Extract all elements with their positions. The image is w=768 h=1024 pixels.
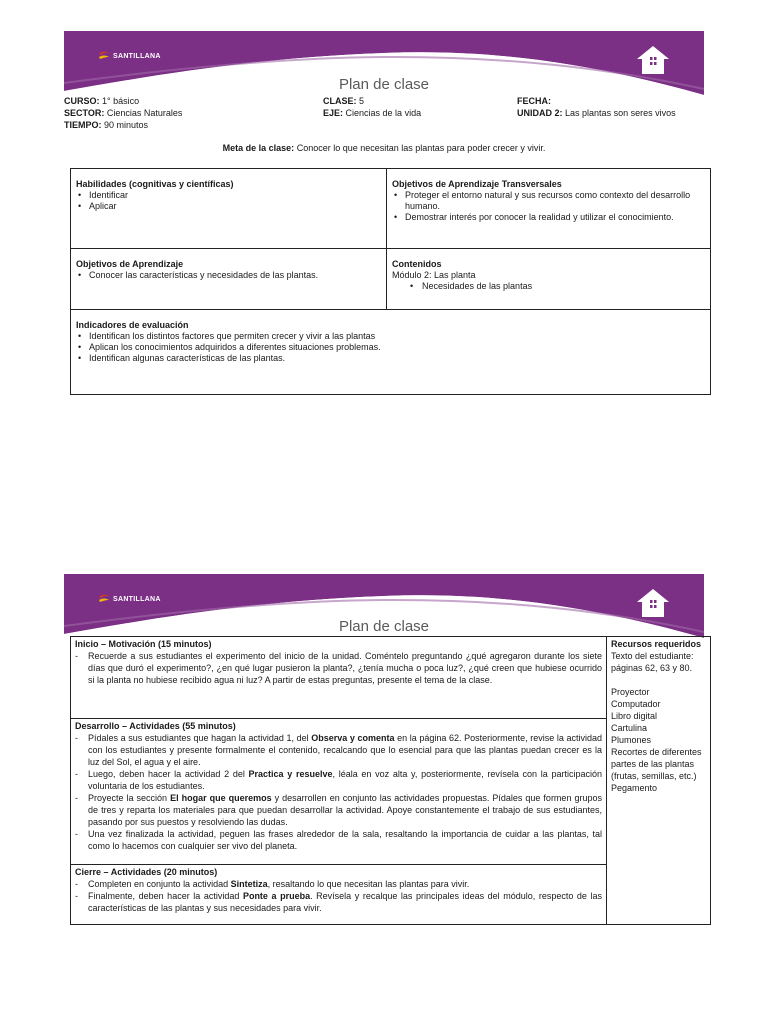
oa-list: [76, 270, 381, 281]
list-item: • Identifican algunas características de las plantas.: [76, 353, 705, 364]
list-item: - Proyecte la sección El hogar que queremos y desarrollen en conjunto las actividades propuestas. Pídales que formen grupos de tres y reparta los materiales para que puedan desarrollar la actividad. Apoye constantemente el trabajo de sus estudiantes, pasando por sus puestos y resolviendo las dudas.: [75, 792, 602, 828]
cierre-title: Cierre – Actividades (20 minutos): [75, 867, 218, 877]
list-item: - Finalmente, deben hacer la actividad Ponte a prueba. Revísela y recalque las principales ideas del módulo, respecto de las características de las plantas y sus necesidades para vivir.: [75, 890, 602, 914]
curso-value: 1° básico: [102, 96, 140, 106]
curso-label: CURSO:: [64, 96, 100, 106]
fecha-label: FECHA:: [517, 96, 551, 106]
list-item: • Proteger el entorno natural y sus recursos como contexto del desarrollo humano.: [392, 190, 705, 212]
page-title: Plan de clase: [338, 618, 430, 635]
sector-label: SECTOR:: [64, 108, 105, 118]
list-item: • Necesidades de las plantas: [392, 281, 705, 292]
cierre-list: [75, 878, 602, 914]
oa-cell: [71, 249, 387, 310]
oa-title: Objetivos de Aprendizaje: [76, 259, 184, 269]
list-item: Recortes de diferentes partes de las plantas (frutas, semillas, etc.): [611, 747, 702, 781]
logo-text: SANTILLANA: [113, 52, 161, 60]
recursos-texto: Texto del estudiante: páginas 62, 63 y 80.: [611, 651, 694, 673]
clase-value: 5: [359, 96, 365, 106]
ponte-a-prueba: Ponte a prueba: [242, 891, 311, 901]
contenidos-list: [392, 281, 705, 292]
inicio-cell: [71, 637, 607, 719]
meta-label: Meta de la clase:: [222, 143, 295, 153]
santillana-swoosh-icon: [98, 594, 110, 604]
unidad-label: UNIDAD 2:: [517, 108, 563, 118]
meta-col-2: [323, 95, 421, 119]
indicadores-cell: [71, 310, 711, 395]
list-item: Libro digital: [611, 711, 658, 721]
indicadores-title: Indicadores de evaluación: [76, 320, 189, 330]
list-item: Cartulina: [611, 723, 648, 733]
inicio-list: [75, 650, 602, 686]
list-item: - Luego, deben hacer la actividad 2 del Practica y resuelve, léala en voz alta y, posteriormente, revísela con la participación voluntaria de los estudiantes.: [75, 768, 602, 792]
inicio-title: Inicio – Motivación (15 minutos): [75, 639, 212, 649]
eje-value: Ciencias de la vida: [345, 108, 422, 118]
list-item: • Identificar: [76, 190, 381, 201]
oat-list: [392, 190, 705, 223]
oat-title: Objetivos de Aprendizaje Transversales: [392, 179, 562, 189]
sintetiza: Sintetiza: [230, 879, 268, 889]
habilidades-cell: [71, 169, 387, 249]
indicadores-list: [76, 331, 705, 364]
list-item: - Una vez finalizada la actividad, peguen las frases alrededor de la sala, resaltando la importancia de cuidar a las plantas, tal como lo hacemos con cualquier ser vivo del planeta.: [75, 828, 602, 852]
desarrollo-list: [75, 732, 602, 852]
list-item: Pegamento: [611, 783, 658, 793]
santillana-logo: [98, 594, 161, 604]
contenidos-title: Contenidos: [392, 259, 442, 269]
santillana-logo: [98, 51, 161, 61]
house-icon: [636, 45, 670, 75]
list-item: • Conocer las características y necesidades de las plantas.: [76, 270, 381, 281]
house-icon: [636, 588, 670, 618]
unidad-value: Las plantas son seres vivos: [565, 108, 676, 118]
observa-y-comenta: Observa y comenta: [311, 733, 395, 743]
meta-col-3: [517, 95, 676, 119]
recursos-cell: [607, 637, 711, 925]
logo-text: SANTILLANA: [113, 595, 161, 603]
recursos-title: Recursos requeridos: [611, 639, 702, 649]
desarrollo-cell: [71, 719, 607, 865]
oat-cell: [387, 169, 711, 249]
list-item: - Recuerde a sus estudiantes el experimento del inicio de la unidad. Coméntelo preguntando ¿qué agregaron durante los siete días que duró el experimento?, ¿en qué lugar pusieron la planta?, ¿tenía mucha o poca luz?, ¿qué creen que hubiese ocurrido si la planta no hubiese recibido agua ni luz? A partir de estas preguntas, presente el tema de la clase.: [75, 650, 602, 686]
list-item: Computador: [611, 699, 661, 709]
habilidades-title: Habilidades (cognitivas y científicas): [76, 179, 234, 189]
contenidos-modulo: Módulo 2: Las planta: [392, 270, 476, 280]
sector-value: Ciencias Naturales: [106, 108, 183, 118]
list-item: Proyector: [611, 687, 650, 697]
eje-label: EJE:: [323, 108, 344, 118]
el-hogar-que-queremos: El hogar que queremos: [170, 793, 272, 803]
list-item: - Pídales a sus estudiantes que hagan la actividad 1, del Observa y comenta en la página 62. Posteriormente, revise la actividad con los estudiantes y presente formalmente el contenido, recalcando que lo esencial para que las plantas puedan crecer es la luz del Sol, el agua y el aire.: [75, 732, 602, 768]
list-item: Plumones: [611, 735, 652, 745]
tiempo-label: TIEMPO:: [64, 120, 102, 130]
page-title: Plan de clase: [338, 76, 430, 93]
santillana-swoosh-icon: [98, 51, 110, 61]
list-item: • Demostrar interés por conocer la realidad y utilizar el conocimiento.: [392, 212, 705, 223]
meta-value: Conocer lo que necesitan las plantas para poder crecer y vivir.: [296, 143, 546, 153]
practica-y-resuelve: Practica y resuelve: [248, 769, 333, 779]
list-item: • Aplicar: [76, 201, 381, 212]
tiempo-value: 90 minutos: [104, 120, 149, 130]
habilidades-list: [76, 190, 381, 212]
list-item: - Completen en conjunto la actividad Sintetiza, resaltando lo que necesitan las plantas para vivir.: [75, 878, 602, 890]
plan-table-2: [70, 636, 711, 925]
meta-col-1: [64, 95, 182, 131]
list-item: • Aplican los conocimientos adquiridos a diferentes situaciones problemas.: [76, 342, 705, 353]
cierre-cell: [71, 865, 607, 925]
clase-label: CLASE:: [323, 96, 357, 106]
contenidos-cell: [387, 249, 711, 310]
desarrollo-title: Desarrollo – Actividades (55 minutos): [75, 721, 236, 731]
meta-de-la-clase: [0, 143, 768, 153]
list-item: • Identifican los distintos factores que permiten crecer y vivir a las plantas: [76, 331, 705, 342]
plan-table-1: [70, 168, 711, 395]
